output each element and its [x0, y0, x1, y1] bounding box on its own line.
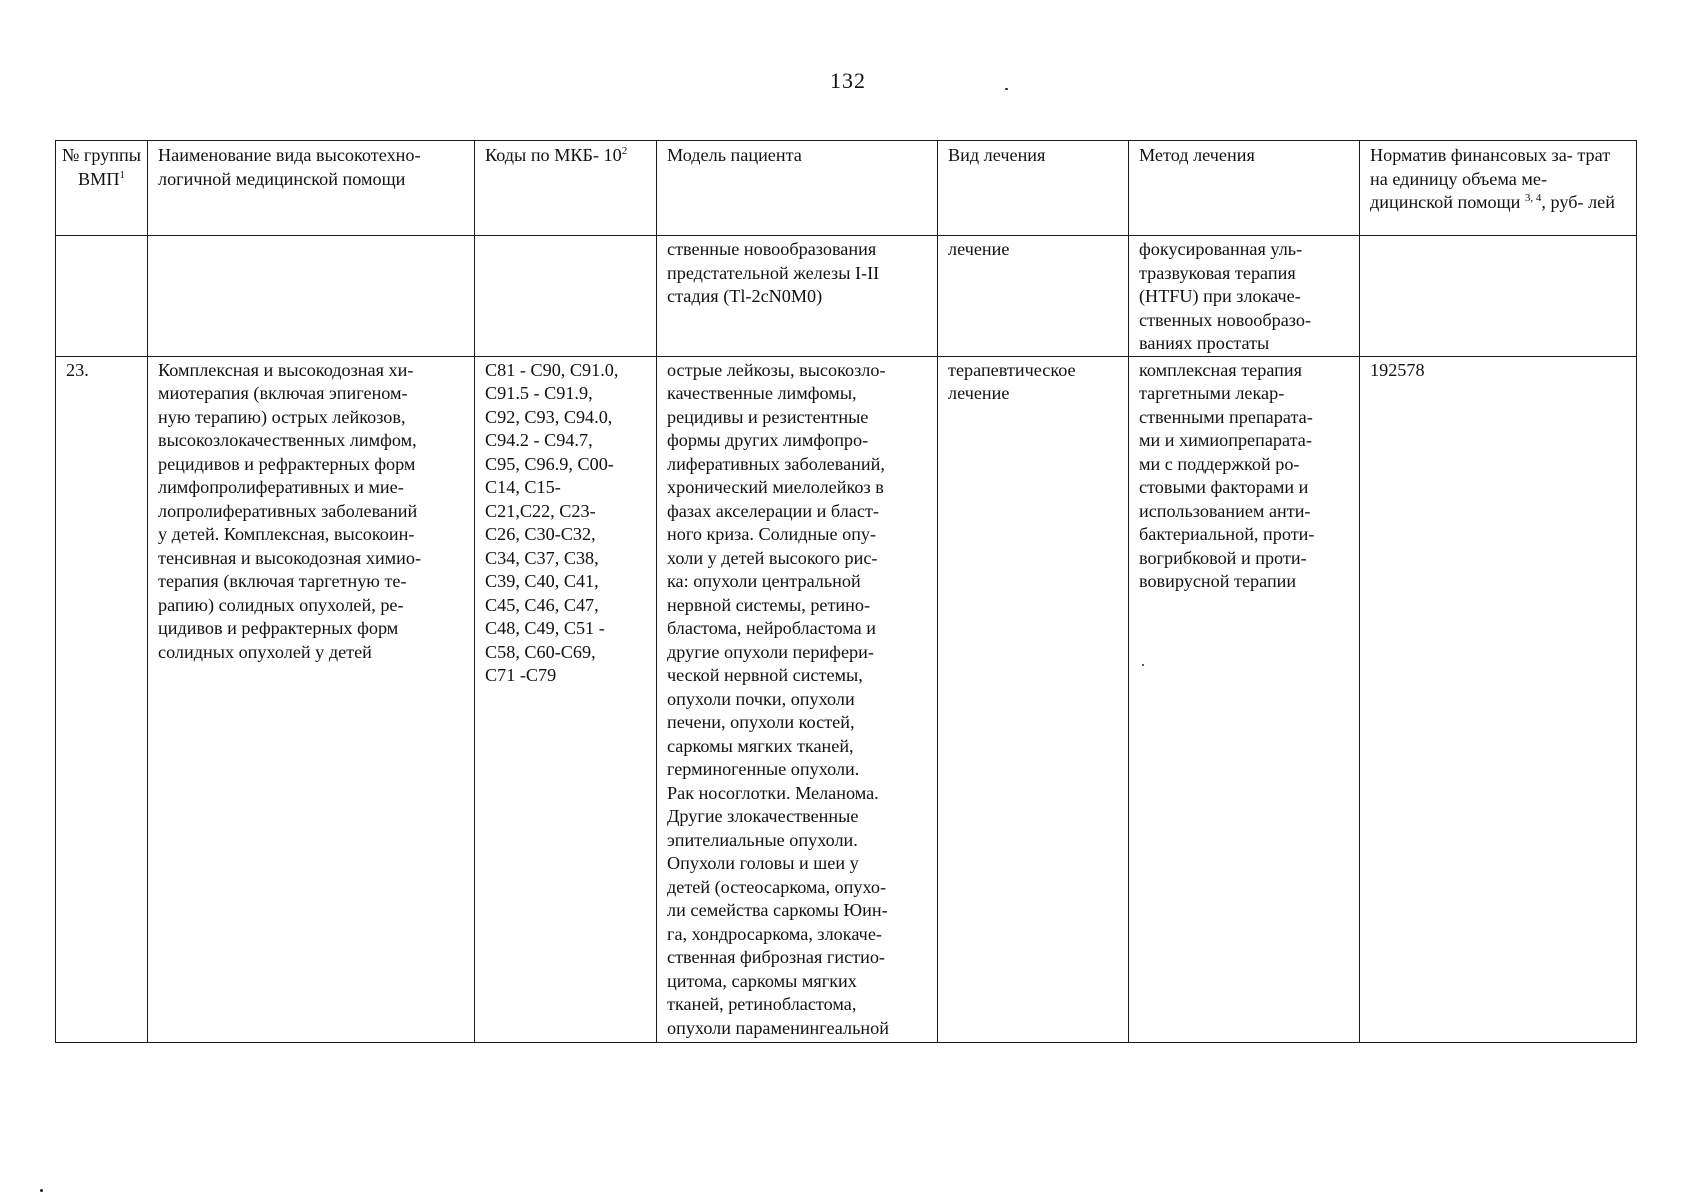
header-cost-standard: [1360, 141, 1637, 236]
header-patient-model: Модель пациента: [657, 141, 938, 236]
header-treatment-type: Вид лечения: [938, 141, 1129, 236]
header-treatment-method: Метод лечения: [1129, 141, 1360, 236]
header-codes-label: Коды по МКБ- 10: [485, 145, 622, 165]
cell-patient-model: ственные новообразования предстательной железы I-II стадия (Tl-2cN0M0): [657, 236, 938, 357]
header-cost-label: Норматив финансовых за- трат на единицу объема ме- дицинской помощи: [1370, 145, 1611, 212]
cell-icd-codes: [475, 236, 657, 357]
cell-cost-standard: [1360, 236, 1637, 357]
cell-treatment-method: фокусированная уль- тразвуковая терапия (HTFU) при злокаче- ственных новообразо- ваниях простаты: [1129, 236, 1360, 357]
header-group-label: № группы ВМП: [62, 145, 141, 189]
cell-treatment-type: терапевтическое лечение: [938, 356, 1129, 1042]
page-number: 132: [830, 68, 866, 93]
cell-group-number: [56, 236, 148, 357]
cell-cost-standard: 192578: [1360, 356, 1637, 1042]
cell-care-name: [148, 236, 475, 357]
vmp-table: [55, 140, 1637, 1043]
footnote-ref: 3, 4: [1524, 191, 1542, 204]
cell-icd-codes: C81 - C90, C91.0, C91.5 - C91.9, C92, C93, C94.0, C94.2 - C94.7, C95, C96.9, C00- C14, C15- C21,C22, C23- C26, C30-C32, C34, C37, C38, C39, C40, C41, C45, C46, C47, C48, C49, C51 - C58, C60-C69, C71 -C79: [475, 356, 657, 1042]
table-row: [56, 236, 1637, 357]
header-cost-unit: , руб- лей: [1541, 192, 1615, 212]
cell-treatment-method: комплексная терапия таргетными лекар- ственными препарата- ми и химиопрепарата- ми с поддержкой ро- стовыми факторами и использованием анти- бактериальной, проти- вогрибковой и проти- вовирусной терапии: [1129, 356, 1360, 1042]
scan-mark: [40, 1189, 43, 1192]
table-header-row: [56, 141, 1637, 236]
footnote-ref: 1: [119, 168, 125, 181]
cell-patient-model: острые лейкозы, высокозло- качественные лимфомы, рецидивы и резистентные формы других лимфопро- лиферативных заболеваний, хронический миелолейкоз в фазах акселерации и бласт- ного криза. Солидные опу- холи у детей высокого рис- ка: опухоли центральной нервной системы, ретино- бластома, нейробластома и другие опухоли перифери- ческой нервной системы, опухоли почки, опухоли печени, опухоли костей, саркомы мягких тканей, герминогенные опухоли. Рак носоглотки. Меланома. Другие злокачественные эпителиальные опухоли. Опухоли головы и шеи у детей (остеосаркома, опухо- ли семейства саркомы Юин- га, хондросаркома, злокаче- ственная фиброзная гистио- цитома, саркомы мягких тканей, ретинобластома, опухоли параменингеальной: [657, 356, 938, 1042]
cell-treatment-type: лечение: [938, 236, 1129, 357]
footnote-ref: 2: [621, 144, 628, 157]
header-group-number: [56, 141, 148, 236]
header-care-name: Наименование вида высокотехно- логичной медицинской помощи: [148, 141, 475, 236]
cell-group-number: 23.: [56, 356, 148, 1042]
cell-care-name: Комплексная и высокодозная хи- миотерапия (включая эпигеном- ную терапию) острых лейкозов, высокозлокачественных лимфом, рецидивов и рефрактерных форм лимфопролиферативных и мие- лопролиферативных заболеваний у детей. Комплексная, высокоин- тенсивная и высокодозная химио- терапия (включая таргетную те- рапию) солидных опухолей, ре- цидивов и рефрактерных форм солидных опухолей у детей: [148, 356, 475, 1042]
table-row: [56, 356, 1637, 1042]
scan-mark: [1005, 88, 1008, 90]
header-icd-codes: [475, 141, 657, 236]
